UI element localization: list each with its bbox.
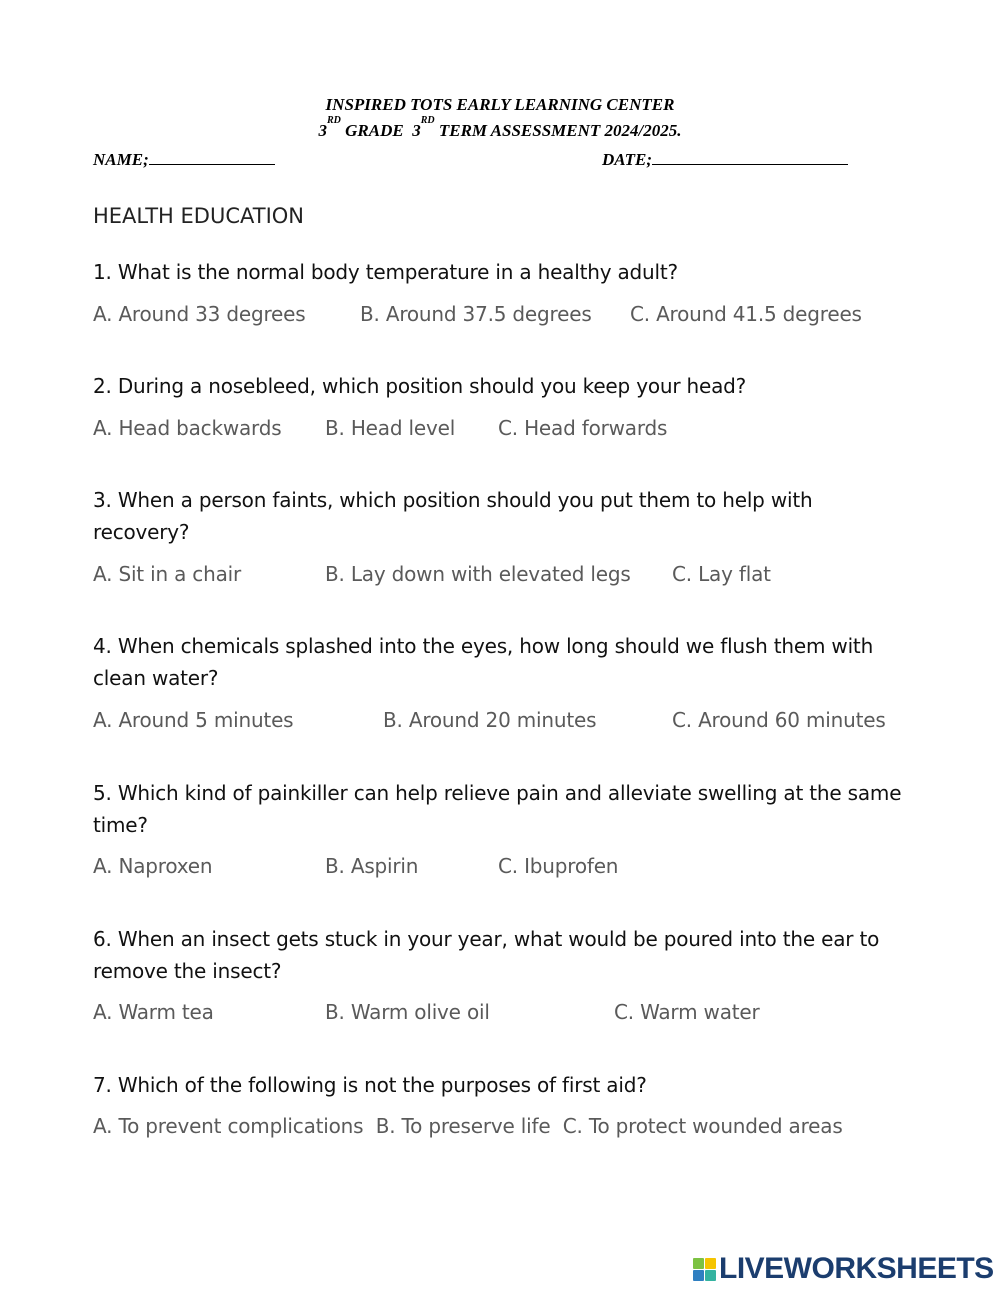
question-7: 7. Which of the following is not the purposes of first aid?	[93, 1073, 647, 1097]
logo-text: LIVEWORKSHEETS	[719, 1252, 994, 1285]
question-6: 6. When an insect gets stuck in your year, what would be poured into the ear to remove the insect?	[93, 927, 880, 983]
options-1	[0, 298, 1000, 330]
option-4b[interactable]: B. Around 20 minutes	[383, 708, 597, 732]
grade-number: 3	[318, 121, 327, 140]
option-3c[interactable]: C. Lay flat	[672, 562, 771, 586]
question-1: 1. What is the normal body temperature in a healthy adult?	[93, 260, 678, 284]
option-2b[interactable]: B. Head level	[325, 416, 456, 440]
section-title: HEALTH EDUCATION	[93, 204, 304, 228]
option-7c[interactable]: C. To protect wounded areas	[562, 1114, 843, 1138]
term-suffix: RD	[420, 115, 435, 126]
option-2c[interactable]: C. Head forwards	[498, 416, 668, 440]
worksheet-header	[0, 92, 1000, 169]
liveworksheets-mark-icon	[693, 1258, 716, 1281]
option-2a[interactable]: A. Head backwards	[93, 416, 282, 440]
name-blank-line[interactable]	[149, 144, 275, 165]
option-5a[interactable]: A. Naproxen	[93, 854, 213, 878]
options-5	[0, 850, 1000, 882]
question-5: 5. Which kind of painkiller can help relieve pain and alleviate swelling at the same time?	[93, 781, 902, 837]
name-field[interactable]	[93, 144, 275, 170]
logo-square-teal	[705, 1270, 716, 1281]
logo-square-green	[693, 1258, 704, 1269]
option-7b[interactable]: B. To preserve life	[375, 1114, 551, 1138]
option-5b[interactable]: B. Aspirin	[325, 854, 419, 878]
date-label: DATE;	[602, 150, 653, 169]
logo-square-blue	[693, 1270, 704, 1281]
option-1c[interactable]: C. Around 41.5 degrees	[630, 302, 862, 326]
option-1b[interactable]: B. Around 37.5 degrees	[360, 302, 592, 326]
option-1a[interactable]: A. Around 33 degrees	[93, 302, 306, 326]
option-3a[interactable]: A. Sit in a chair	[93, 562, 242, 586]
option-5c[interactable]: C. Ibuprofen	[498, 854, 619, 878]
assessment-title	[0, 115, 1000, 144]
question-4: 4. When chemicals splashed into the eyes, how long should we flush them with clean water?	[93, 634, 874, 690]
school-name: INSPIRED TOTS EARLY LEARNING CENTER	[325, 95, 675, 114]
option-4a[interactable]: A. Around 5 minutes	[93, 708, 294, 732]
option-4c[interactable]: C. Around 60 minutes	[672, 708, 886, 732]
grade-suffix: RD	[326, 115, 341, 126]
term-number: 3	[412, 121, 421, 140]
option-7a[interactable]: A. To prevent complications	[93, 1114, 364, 1138]
options-6	[0, 996, 1000, 1028]
date-blank-line[interactable]	[652, 144, 848, 165]
assessment-label: TERM ASSESSMENT 2024/2025.	[438, 121, 682, 140]
options-4	[0, 704, 1000, 736]
option-6b[interactable]: B. Warm olive oil	[325, 1000, 490, 1024]
name-label: NAME;	[93, 150, 149, 169]
options-3	[0, 558, 1000, 590]
question-3: 3. When a person faints, which position should you put them to help with recovery?	[93, 488, 813, 544]
options-7	[93, 1108, 893, 1144]
options-2	[0, 412, 1000, 444]
option-3b[interactable]: B. Lay down with elevated legs	[325, 562, 631, 586]
date-field[interactable]	[602, 144, 848, 170]
option-6c[interactable]: C. Warm water	[614, 1000, 760, 1024]
logo-square-yellow	[705, 1258, 716, 1269]
grade-word: GRADE	[345, 121, 404, 140]
question-2: 2. During a nosebleed, which position should you keep your head?	[93, 374, 747, 398]
liveworksheets-logo	[693, 1253, 994, 1285]
option-6a[interactable]: A. Warm tea	[93, 1000, 214, 1024]
